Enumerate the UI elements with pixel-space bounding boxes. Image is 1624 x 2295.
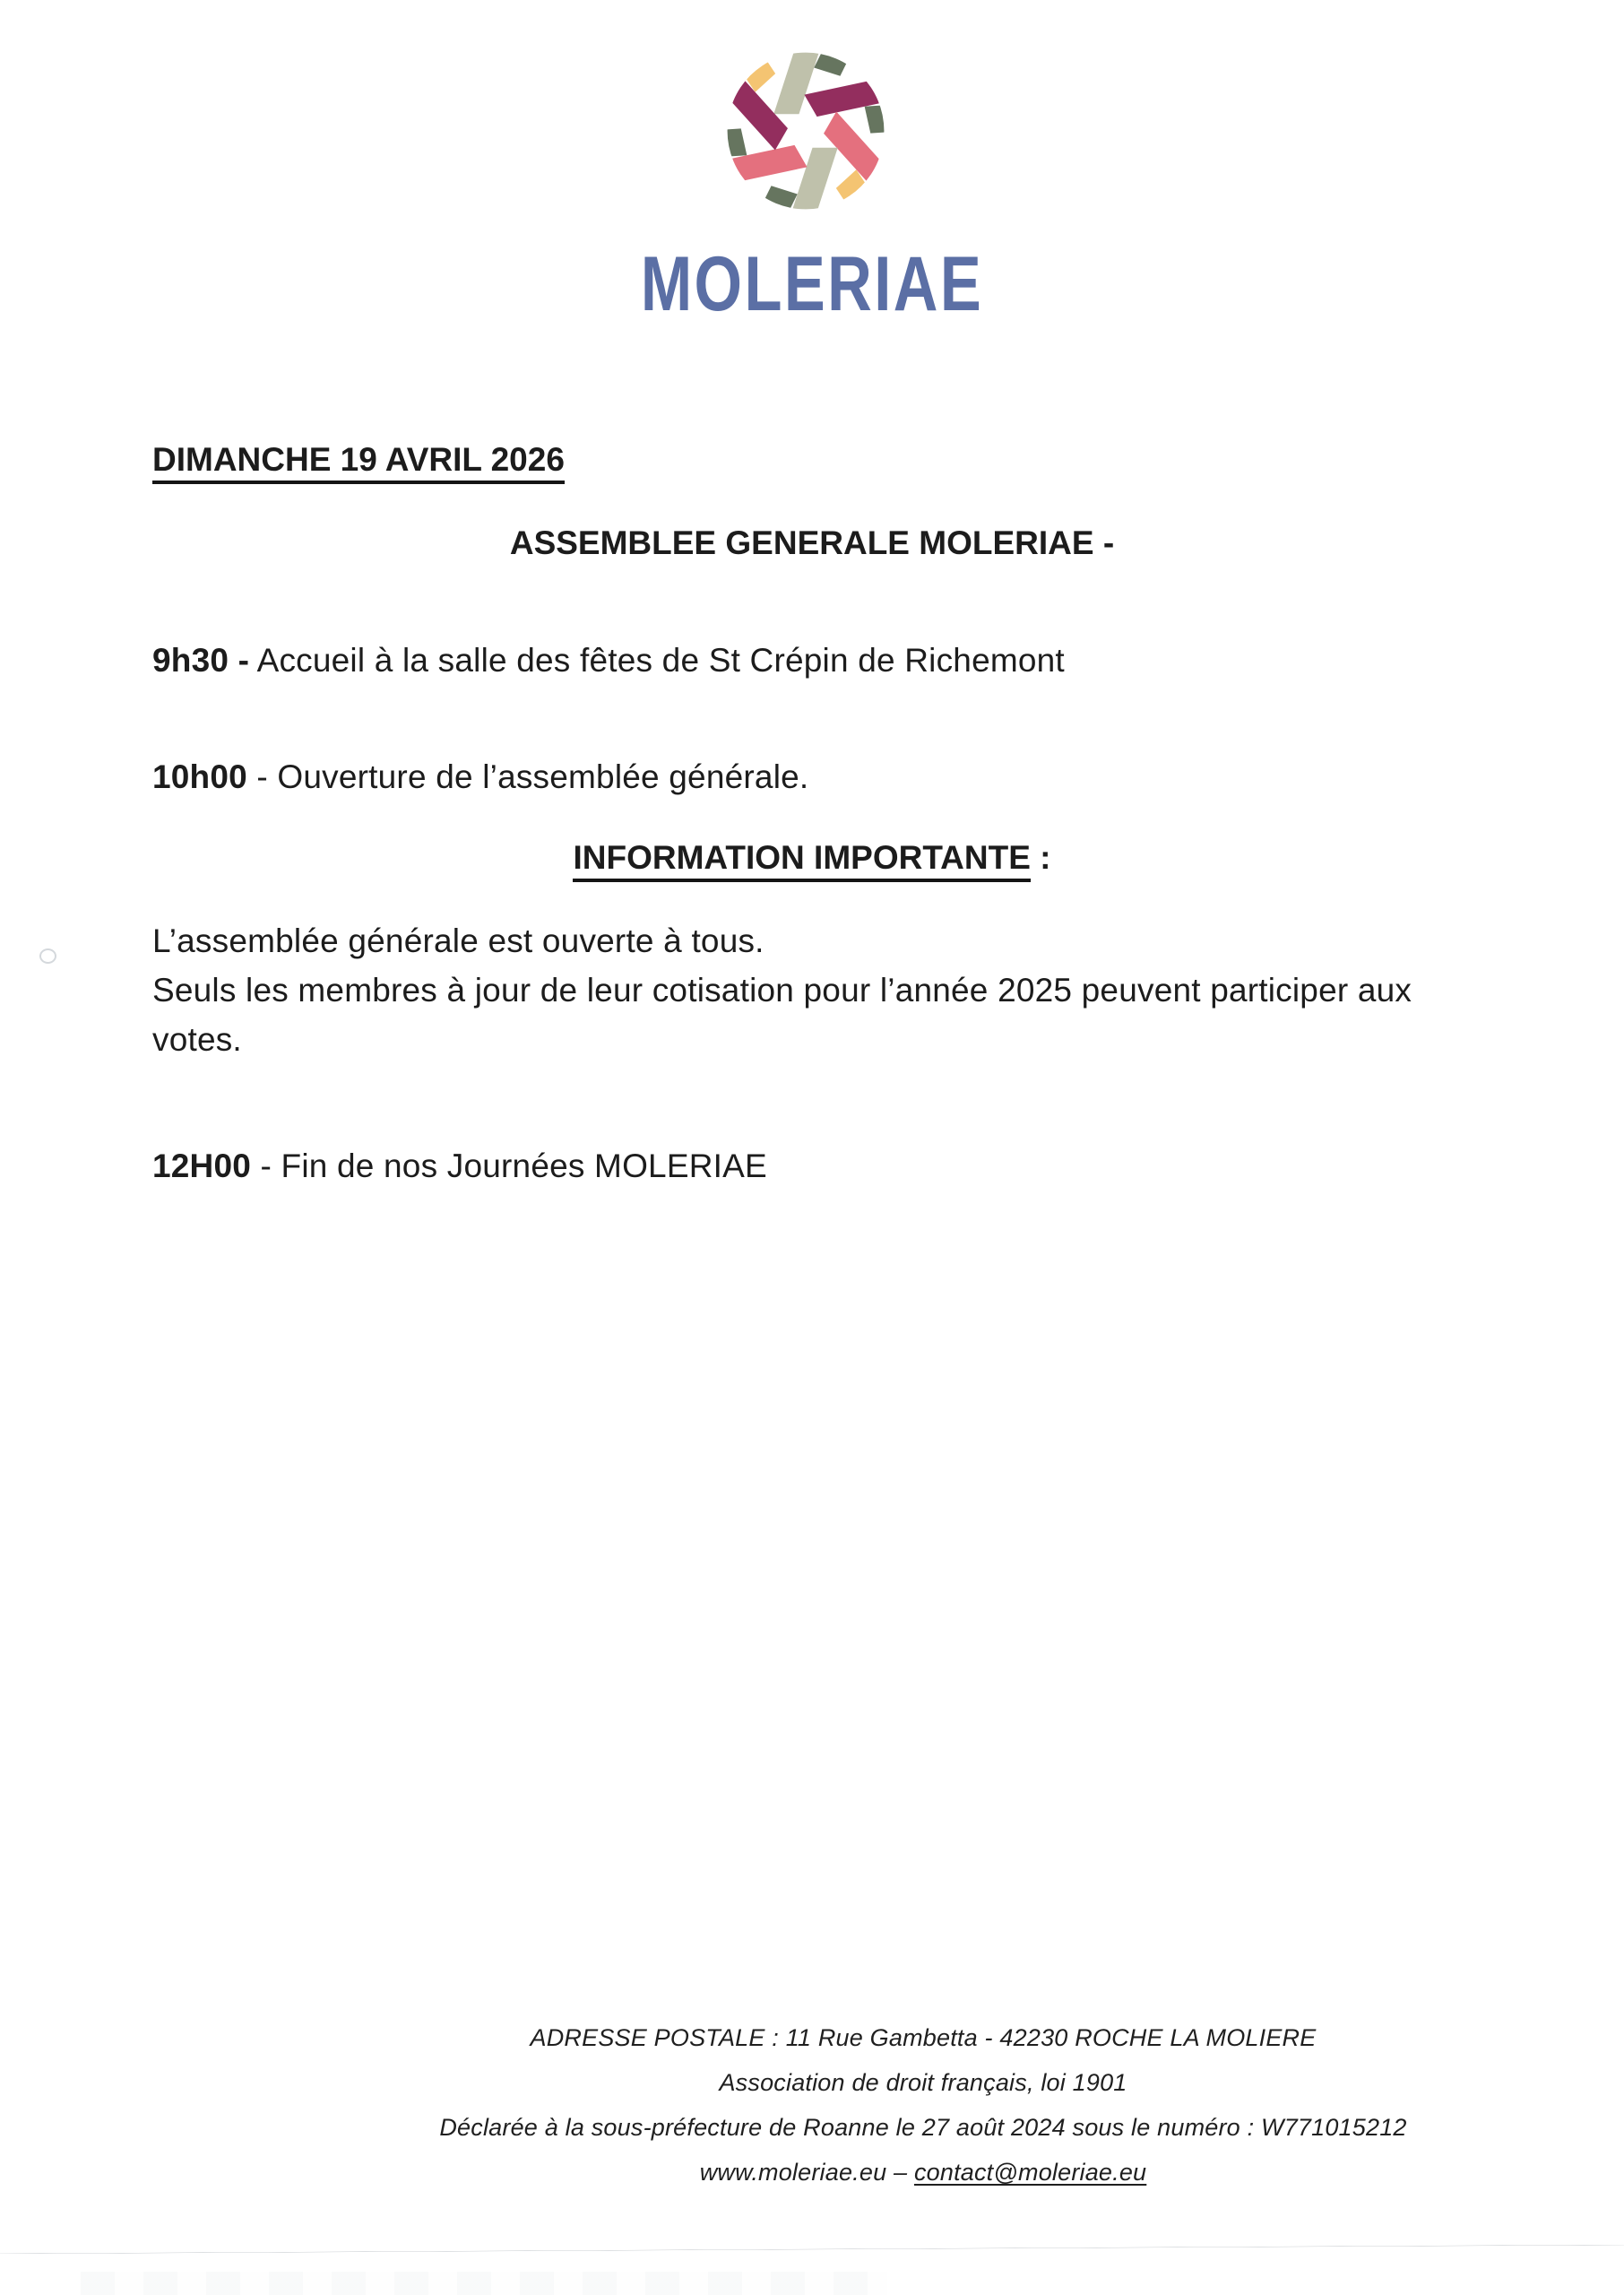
schedule-text: Accueil à la salle des fêtes de St Crépin de Richemont: [249, 642, 1065, 679]
footer: [224, 2015, 1622, 2195]
footer-declaration: Déclarée à la sous-préfecture de Roanne le 27 août 2024 sous le numéro : W771015212: [439, 2114, 1407, 2141]
footer-contacts: [224, 2150, 1622, 2195]
info-line-2: Seuls les membres à jour de leur cotisation pour l’année 2025 peuvent participer aux: [152, 972, 1412, 1009]
scan-artifact-dot: [39, 948, 56, 964]
footer-association-type: Association de droit français, loi 1901: [719, 2069, 1127, 2096]
info-heading-text: INFORMATION IMPORTANTE: [573, 839, 1030, 882]
schedule-item-12h00: [152, 1148, 767, 1185]
info-line-3: votes.: [152, 1021, 242, 1058]
date-heading: [152, 441, 565, 479]
schedule-item-9h30: [152, 642, 1065, 680]
info-heading: [0, 839, 1624, 877]
logo-stripe: [758, 177, 802, 215]
info-line-1: L’assemblée générale est ouverte à tous.: [152, 922, 764, 959]
moleriae-wordmark: MOLERIAE: [640, 241, 984, 327]
footer-email: contact@moleriae.eu: [913, 2159, 1147, 2186]
footer-website: www.moleriae.eu –: [699, 2159, 914, 2186]
footer-postal-address: ADRESSE POSTALE : 11 Rue Gambetta - 42230 ROCHE LA MOLIERE: [530, 2024, 1317, 2051]
schedule-text: - Fin de nos Journées MOLERIAE: [251, 1148, 767, 1184]
main-title: ASSEMBLEE GENERALE MOLERIAE -: [509, 524, 1115, 561]
date-heading-text: DIMANCHE 19 AVRIL 2026: [152, 441, 565, 484]
schedule-time: 12H00: [152, 1148, 252, 1184]
info-heading-colon: :: [1030, 839, 1051, 876]
schedule-time: 10h00: [152, 758, 247, 795]
schedule-text: - Ouverture de l’assemblée générale.: [246, 758, 809, 795]
moleriae-logo-icon: [721, 47, 890, 215]
logo-stripe: [809, 47, 853, 85]
logo-pinwheel: [721, 47, 890, 215]
scan-artifact-line: [0, 2245, 1624, 2254]
schedule-item-10h00: [152, 758, 808, 796]
scan-artifact-band: [81, 2272, 887, 2295]
info-paragraph: [152, 916, 1412, 1064]
schedule-time: 9h30 -: [152, 642, 250, 679]
